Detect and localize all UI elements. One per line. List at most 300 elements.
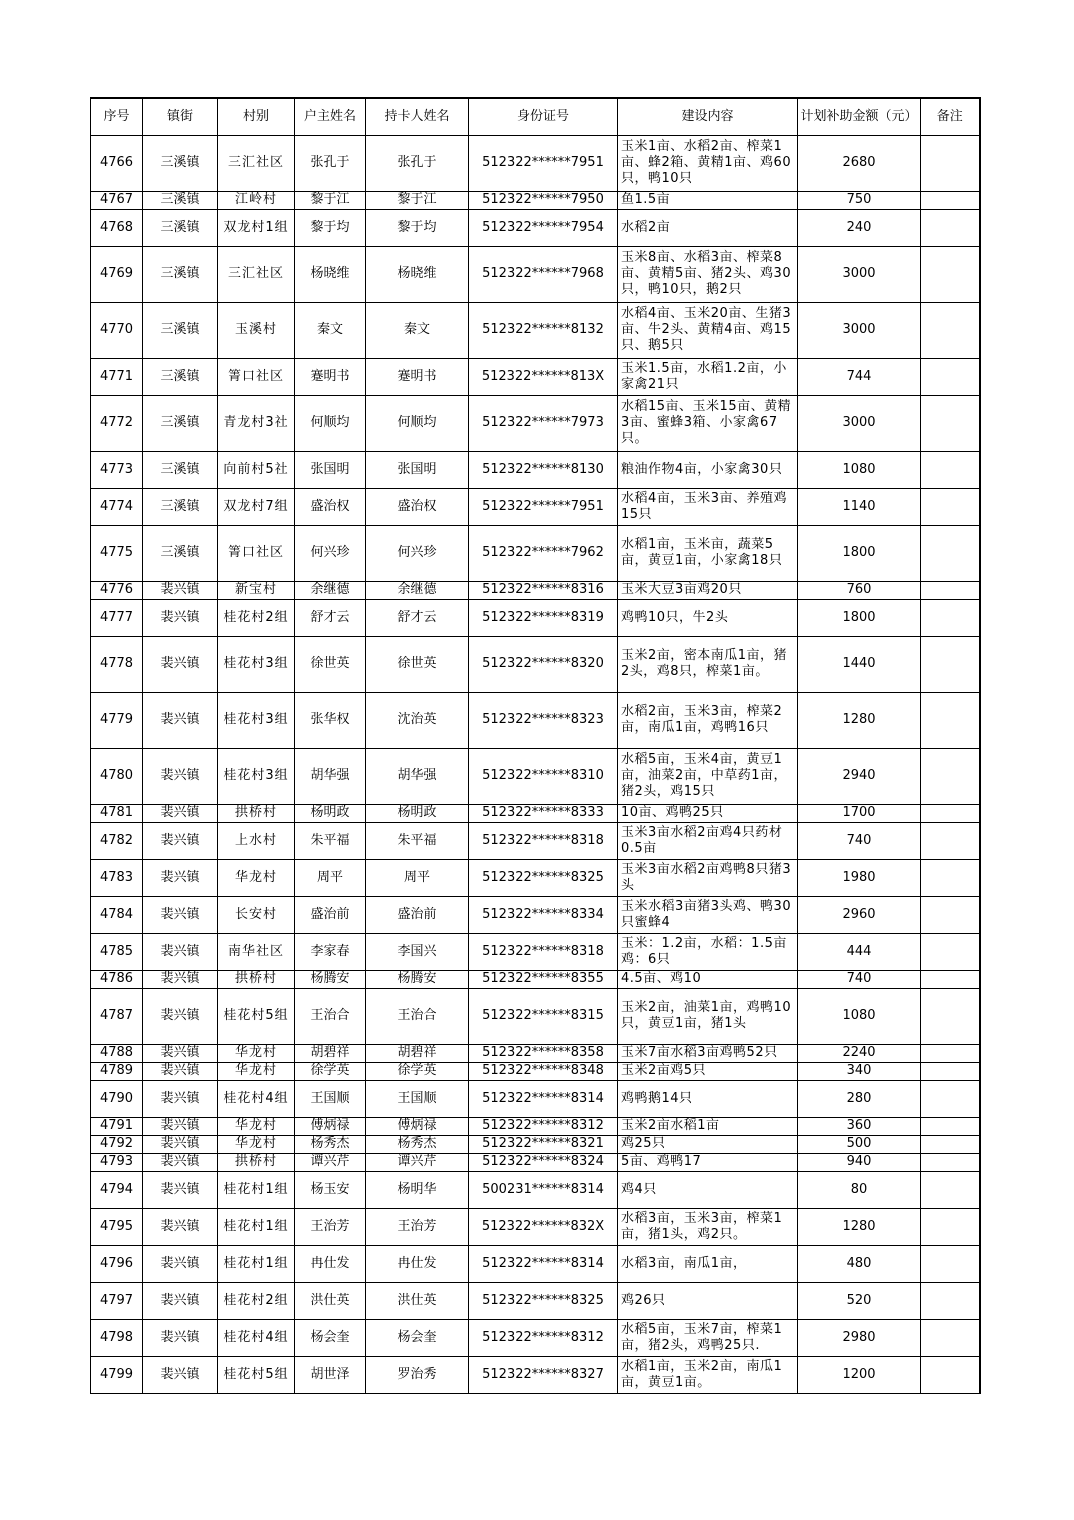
cell-construction-content: 水稻2亩 xyxy=(618,209,798,246)
cell-subsidy-amount: 1700 xyxy=(798,804,921,822)
cell-serial: 4768 xyxy=(91,209,143,246)
cell-id-number: 512322******8312 xyxy=(469,1117,618,1135)
cell-owner-name: 胡华强 xyxy=(295,748,366,804)
cell-id-number: 512322******7954 xyxy=(469,209,618,246)
cell-construction-content: 玉米3亩水稻2亩鸡4只药材0.5亩 xyxy=(618,822,798,859)
cell-remarks xyxy=(921,988,980,1044)
cell-owner-name: 黎于均 xyxy=(295,209,366,246)
cell-cardholder-name: 谭兴芹 xyxy=(366,1153,469,1171)
cell-remarks xyxy=(921,599,980,636)
cell-town: 三溪镇 xyxy=(143,395,218,451)
cell-cardholder-name: 何兴珍 xyxy=(366,525,469,581)
cell-town: 三溪镇 xyxy=(143,135,218,191)
cell-remarks xyxy=(921,1171,980,1208)
table-row xyxy=(91,1319,980,1356)
cell-serial: 4782 xyxy=(91,822,143,859)
cell-village: 桂花村4组 xyxy=(218,1319,295,1356)
cell-subsidy-amount: 240 xyxy=(798,209,921,246)
cell-remarks xyxy=(921,581,980,599)
cell-subsidy-amount: 3000 xyxy=(798,302,921,358)
cell-remarks xyxy=(921,822,980,859)
cell-serial: 4792 xyxy=(91,1135,143,1153)
cell-serial: 4766 xyxy=(91,135,143,191)
cell-owner-name: 徐世英 xyxy=(295,636,366,692)
cell-village: 桂花村2组 xyxy=(218,1282,295,1319)
cell-id-number: 512322******7951 xyxy=(469,488,618,525)
cell-village: 桂花村4组 xyxy=(218,1080,295,1117)
cell-serial: 4781 xyxy=(91,804,143,822)
table-row xyxy=(91,692,980,748)
cell-town: 裴兴镇 xyxy=(143,970,218,988)
cell-remarks xyxy=(921,1153,980,1171)
cell-cardholder-name: 罗治秀 xyxy=(366,1356,469,1393)
cell-owner-name: 周平 xyxy=(295,859,366,896)
cell-town: 裴兴镇 xyxy=(143,896,218,933)
cell-town: 裴兴镇 xyxy=(143,1153,218,1171)
cell-serial: 4777 xyxy=(91,599,143,636)
cell-construction-content: 水稻1亩，玉米2亩，南瓜1亩，黄豆1亩。 xyxy=(618,1356,798,1393)
table-row xyxy=(91,135,980,191)
cell-serial: 4778 xyxy=(91,636,143,692)
header-subsidy-amount: 计划补助金额（元） xyxy=(798,98,921,135)
cell-construction-content: 水稻5亩，玉米4亩，黄豆1亩，油菜2亩，中草药1亩，猪2头，鸡15只 xyxy=(618,748,798,804)
cell-id-number: 512322******832X xyxy=(469,1208,618,1245)
cell-cardholder-name: 沈治英 xyxy=(366,692,469,748)
cell-id-number: 512322******8312 xyxy=(469,1319,618,1356)
cell-town: 裴兴镇 xyxy=(143,1117,218,1135)
cell-serial: 4796 xyxy=(91,1245,143,1282)
cell-cardholder-name: 杨明华 xyxy=(366,1171,469,1208)
cell-owner-name: 李家春 xyxy=(295,933,366,970)
table-row xyxy=(91,970,980,988)
cell-subsidy-amount: 1280 xyxy=(798,692,921,748)
cell-subsidy-amount: 3000 xyxy=(798,395,921,451)
cell-cardholder-name: 蹇明书 xyxy=(366,358,469,395)
cell-village: 三汇社区 xyxy=(218,246,295,302)
cell-cardholder-name: 朱平福 xyxy=(366,822,469,859)
cell-town: 裴兴镇 xyxy=(143,692,218,748)
cell-remarks xyxy=(921,1282,980,1319)
cell-town: 裴兴镇 xyxy=(143,933,218,970)
table-row xyxy=(91,1282,980,1319)
cell-id-number: 512322******8310 xyxy=(469,748,618,804)
cell-town: 裴兴镇 xyxy=(143,581,218,599)
cell-construction-content: 玉米2亩，油菜1亩，鸡鸭10只，黄豆1亩，猪1头 xyxy=(618,988,798,1044)
cell-construction-content: 水稻3亩，玉米3亩，榨菜1亩，猪1头，鸡2只。 xyxy=(618,1208,798,1245)
cell-cardholder-name: 杨腾安 xyxy=(366,970,469,988)
cell-construction-content: 10亩、鸡鸭25只 xyxy=(618,804,798,822)
cell-remarks xyxy=(921,1080,980,1117)
cell-subsidy-amount: 1080 xyxy=(798,988,921,1044)
table-row xyxy=(91,988,980,1044)
cell-remarks xyxy=(921,246,980,302)
table-row xyxy=(91,804,980,822)
cell-town: 三溪镇 xyxy=(143,191,218,209)
cell-remarks xyxy=(921,636,980,692)
cell-construction-content: 水稻4亩、玉米20亩、生猪3亩、牛2头、黄精4亩、鸡15只、鹅5只 xyxy=(618,302,798,358)
cell-village: 桂花村3组 xyxy=(218,636,295,692)
cell-serial: 4775 xyxy=(91,525,143,581)
cell-id-number: 512322******8333 xyxy=(469,804,618,822)
cell-id-number: 512322******8316 xyxy=(469,581,618,599)
cell-owner-name: 王治合 xyxy=(295,988,366,1044)
cell-cardholder-name: 杨晓维 xyxy=(366,246,469,302)
cell-construction-content: 玉米2亩，密本南瓜1亩，猪2头，鸡8只，榨菜1亩。 xyxy=(618,636,798,692)
cell-subsidy-amount: 2980 xyxy=(798,1319,921,1356)
table-row xyxy=(91,488,980,525)
cell-remarks xyxy=(921,859,980,896)
cell-subsidy-amount: 3000 xyxy=(798,246,921,302)
cell-construction-content: 玉米大豆3亩鸡20只 xyxy=(618,581,798,599)
cell-village: 桂花村1组 xyxy=(218,1208,295,1245)
cell-owner-name: 冉仕发 xyxy=(295,1245,366,1282)
cell-subsidy-amount: 1440 xyxy=(798,636,921,692)
cell-owner-name: 张国明 xyxy=(295,451,366,488)
cell-owner-name: 黎于江 xyxy=(295,191,366,209)
cell-serial: 4770 xyxy=(91,302,143,358)
cell-construction-content: 玉米1.5亩，水稻1.2亩，小家禽21只 xyxy=(618,358,798,395)
cell-town: 裴兴镇 xyxy=(143,804,218,822)
table-row xyxy=(91,358,980,395)
table-body xyxy=(91,135,980,1393)
cell-construction-content: 玉米1亩、水稻2亩、榨菜1亩、蜂2箱、黄精1亩、鸡60只，鸭10只 xyxy=(618,135,798,191)
cell-remarks xyxy=(921,1117,980,1135)
cell-owner-name: 杨会奎 xyxy=(295,1319,366,1356)
cell-construction-content: 玉米水稻3亩猪3头鸡、鸭30只蜜蜂4 xyxy=(618,896,798,933)
table-row xyxy=(91,191,980,209)
cell-cardholder-name: 余继德 xyxy=(366,581,469,599)
cell-construction-content: 水稻1亩，玉米亩，蔬菜5亩，黄豆1亩，小家禽18只 xyxy=(618,525,798,581)
cell-serial: 4791 xyxy=(91,1117,143,1135)
cell-construction-content: 水稻15亩、玉米15亩、黄精3亩、蜜蜂3箱、小家禽67只。 xyxy=(618,395,798,451)
cell-remarks xyxy=(921,209,980,246)
cell-construction-content: 玉米2亩鸡5只 xyxy=(618,1062,798,1080)
cell-cardholder-name: 洪仕英 xyxy=(366,1282,469,1319)
cell-id-number: 512322******8315 xyxy=(469,988,618,1044)
cell-cardholder-name: 舒才云 xyxy=(366,599,469,636)
cell-owner-name: 王国顺 xyxy=(295,1080,366,1117)
cell-remarks xyxy=(921,358,980,395)
cell-town: 裴兴镇 xyxy=(143,822,218,859)
cell-remarks xyxy=(921,1135,980,1153)
cell-village: 箐口社区 xyxy=(218,358,295,395)
cell-id-number: 512322******8130 xyxy=(469,451,618,488)
cell-id-number: 512322******8355 xyxy=(469,970,618,988)
cell-cardholder-name: 傅炳禄 xyxy=(366,1117,469,1135)
cell-owner-name: 傅炳禄 xyxy=(295,1117,366,1135)
cell-village: 桂花村3组 xyxy=(218,692,295,748)
table-row xyxy=(91,1062,980,1080)
cell-cardholder-name: 黎于均 xyxy=(366,209,469,246)
cell-subsidy-amount: 760 xyxy=(798,581,921,599)
cell-construction-content: 玉米2亩水稻1亩 xyxy=(618,1117,798,1135)
table-row xyxy=(91,1208,980,1245)
cell-construction-content: 粮油作物4亩，小家禽30只 xyxy=(618,451,798,488)
cell-cardholder-name: 王治合 xyxy=(366,988,469,1044)
table-row xyxy=(91,748,980,804)
cell-serial: 4795 xyxy=(91,1208,143,1245)
table-row xyxy=(91,933,980,970)
cell-cardholder-name: 胡华强 xyxy=(366,748,469,804)
header-village: 村别 xyxy=(218,98,295,135)
cell-subsidy-amount: 1140 xyxy=(798,488,921,525)
table-row xyxy=(91,1080,980,1117)
cell-remarks xyxy=(921,135,980,191)
cell-subsidy-amount: 2960 xyxy=(798,896,921,933)
cell-town: 裴兴镇 xyxy=(143,1044,218,1062)
cell-cardholder-name: 冉仕发 xyxy=(366,1245,469,1282)
cell-subsidy-amount: 1080 xyxy=(798,451,921,488)
cell-construction-content: 4.5亩、鸡10 xyxy=(618,970,798,988)
cell-town: 裴兴镇 xyxy=(143,1208,218,1245)
cell-id-number: 512322******8314 xyxy=(469,1245,618,1282)
cell-serial: 4793 xyxy=(91,1153,143,1171)
cell-serial: 4780 xyxy=(91,748,143,804)
cell-subsidy-amount: 2680 xyxy=(798,135,921,191)
cell-remarks xyxy=(921,804,980,822)
cell-serial: 4779 xyxy=(91,692,143,748)
cell-village: 华龙村 xyxy=(218,859,295,896)
cell-subsidy-amount: 740 xyxy=(798,970,921,988)
cell-serial: 4789 xyxy=(91,1062,143,1080)
cell-cardholder-name: 何顺均 xyxy=(366,395,469,451)
cell-owner-name: 王治芳 xyxy=(295,1208,366,1245)
cell-serial: 4769 xyxy=(91,246,143,302)
cell-remarks xyxy=(921,1319,980,1356)
subsidy-table-sheet xyxy=(90,97,981,1394)
cell-id-number: 512322******7968 xyxy=(469,246,618,302)
table-row xyxy=(91,1171,980,1208)
cell-cardholder-name: 李国兴 xyxy=(366,933,469,970)
cell-town: 裴兴镇 xyxy=(143,1282,218,1319)
cell-town: 三溪镇 xyxy=(143,451,218,488)
cell-remarks xyxy=(921,302,980,358)
cell-town: 裴兴镇 xyxy=(143,1135,218,1153)
cell-id-number: 512322******8348 xyxy=(469,1062,618,1080)
cell-serial: 4774 xyxy=(91,488,143,525)
cell-subsidy-amount: 80 xyxy=(798,1171,921,1208)
cell-town: 三溪镇 xyxy=(143,209,218,246)
cell-id-number: 500231******8314 xyxy=(469,1171,618,1208)
cell-remarks xyxy=(921,1245,980,1282)
table-header-row xyxy=(91,98,980,135)
table-row xyxy=(91,525,980,581)
cell-subsidy-amount: 744 xyxy=(798,358,921,395)
cell-village: 华龙村 xyxy=(218,1135,295,1153)
cell-town: 裴兴镇 xyxy=(143,1245,218,1282)
cell-subsidy-amount: 1800 xyxy=(798,525,921,581)
cell-subsidy-amount: 500 xyxy=(798,1135,921,1153)
cell-subsidy-amount: 940 xyxy=(798,1153,921,1171)
header-cardholder-name: 持卡人姓名 xyxy=(366,98,469,135)
cell-village: 长安村 xyxy=(218,896,295,933)
cell-village: 上水村 xyxy=(218,822,295,859)
cell-village: 桂花村1组 xyxy=(218,1245,295,1282)
cell-construction-content: 玉米8亩、水稻3亩、榨菜8亩、黄精5亩、猪2头、鸡30只，鸭10只，鹅2只 xyxy=(618,246,798,302)
cell-id-number: 512322******8358 xyxy=(469,1044,618,1062)
cell-cardholder-name: 王国顺 xyxy=(366,1080,469,1117)
cell-serial: 4797 xyxy=(91,1282,143,1319)
cell-id-number: 512322******8319 xyxy=(469,599,618,636)
cell-remarks xyxy=(921,395,980,451)
cell-remarks xyxy=(921,191,980,209)
cell-construction-content: 玉米3亩水稻2亩鸡鸭8只猪3头 xyxy=(618,859,798,896)
table-row xyxy=(91,1356,980,1393)
cell-village: 新宝村 xyxy=(218,581,295,599)
cell-town: 裴兴镇 xyxy=(143,1080,218,1117)
table-row xyxy=(91,451,980,488)
cell-owner-name: 徐学英 xyxy=(295,1062,366,1080)
cell-id-number: 512322******8324 xyxy=(469,1153,618,1171)
cell-village: 华龙村 xyxy=(218,1062,295,1080)
cell-owner-name: 杨腾安 xyxy=(295,970,366,988)
cell-cardholder-name: 盛治前 xyxy=(366,896,469,933)
cell-construction-content: 玉米：1.2亩，水稻：1.5亩鸡：6只 xyxy=(618,933,798,970)
cell-owner-name: 盛治前 xyxy=(295,896,366,933)
cell-id-number: 512322******8318 xyxy=(469,822,618,859)
cell-construction-content: 水稻2亩，玉米3亩，榨菜2亩，南瓜1亩，鸡鸭16只 xyxy=(618,692,798,748)
cell-owner-name: 谭兴芹 xyxy=(295,1153,366,1171)
header-id-number: 身份证号 xyxy=(469,98,618,135)
cell-cardholder-name: 周平 xyxy=(366,859,469,896)
cell-remarks xyxy=(921,970,980,988)
table-row xyxy=(91,1117,980,1135)
cell-serial: 4771 xyxy=(91,358,143,395)
cell-owner-name: 余继德 xyxy=(295,581,366,599)
cell-remarks xyxy=(921,933,980,970)
cell-cardholder-name: 杨秀杰 xyxy=(366,1135,469,1153)
cell-subsidy-amount: 1200 xyxy=(798,1356,921,1393)
cell-town: 三溪镇 xyxy=(143,358,218,395)
cell-village: 桂花村5组 xyxy=(218,1356,295,1393)
cell-village: 桂花村3组 xyxy=(218,748,295,804)
cell-village: 桂花村2组 xyxy=(218,599,295,636)
cell-owner-name: 杨明政 xyxy=(295,804,366,822)
cell-serial: 4784 xyxy=(91,896,143,933)
header-serial: 序号 xyxy=(91,98,143,135)
cell-id-number: 512322******8325 xyxy=(469,1282,618,1319)
cell-serial: 4773 xyxy=(91,451,143,488)
cell-id-number: 512322******8318 xyxy=(469,933,618,970)
cell-remarks xyxy=(921,451,980,488)
cell-id-number: 512322******8334 xyxy=(469,896,618,933)
cell-id-number: 512322******8314 xyxy=(469,1080,618,1117)
cell-construction-content: 鸡鸭10只，牛2头 xyxy=(618,599,798,636)
table-row xyxy=(91,581,980,599)
cell-subsidy-amount: 2240 xyxy=(798,1044,921,1062)
table-row xyxy=(91,636,980,692)
cell-subsidy-amount: 1280 xyxy=(798,1208,921,1245)
cell-subsidy-amount: 340 xyxy=(798,1062,921,1080)
cell-cardholder-name: 秦文 xyxy=(366,302,469,358)
cell-village: 江岭村 xyxy=(218,191,295,209)
cell-id-number: 512322******8132 xyxy=(469,302,618,358)
cell-cardholder-name: 王治芳 xyxy=(366,1208,469,1245)
header-construction-content: 建设内容 xyxy=(618,98,798,135)
cell-town: 三溪镇 xyxy=(143,525,218,581)
cell-town: 裴兴镇 xyxy=(143,1171,218,1208)
cell-village: 华龙村 xyxy=(218,1044,295,1062)
cell-serial: 4790 xyxy=(91,1080,143,1117)
cell-subsidy-amount: 750 xyxy=(798,191,921,209)
cell-remarks xyxy=(921,488,980,525)
cell-owner-name: 张华权 xyxy=(295,692,366,748)
cell-village: 双龙村1组 xyxy=(218,209,295,246)
cell-cardholder-name: 杨会奎 xyxy=(366,1319,469,1356)
cell-construction-content: 水稻4亩，玉米3亩、养殖鸡15只 xyxy=(618,488,798,525)
cell-village: 双龙村7组 xyxy=(218,488,295,525)
cell-id-number: 512322******7962 xyxy=(469,525,618,581)
cell-town: 三溪镇 xyxy=(143,246,218,302)
cell-town: 裴兴镇 xyxy=(143,859,218,896)
cell-cardholder-name: 徐世英 xyxy=(366,636,469,692)
cell-owner-name: 朱平福 xyxy=(295,822,366,859)
cell-id-number: 512322******8321 xyxy=(469,1135,618,1153)
header-remarks: 备注 xyxy=(921,98,980,135)
cell-owner-name: 舒才云 xyxy=(295,599,366,636)
cell-town: 裴兴镇 xyxy=(143,599,218,636)
cell-construction-content: 鸡鸭鹅14只 xyxy=(618,1080,798,1117)
cell-serial: 4798 xyxy=(91,1319,143,1356)
cell-remarks xyxy=(921,1356,980,1393)
table-row xyxy=(91,599,980,636)
cell-serial: 4767 xyxy=(91,191,143,209)
cell-village: 桂花村1组 xyxy=(218,1171,295,1208)
cell-remarks xyxy=(921,525,980,581)
cell-owner-name: 洪仕英 xyxy=(295,1282,366,1319)
cell-subsidy-amount: 444 xyxy=(798,933,921,970)
cell-id-number: 512322******7973 xyxy=(469,395,618,451)
cell-village: 拱桥村 xyxy=(218,970,295,988)
cell-village: 拱桥村 xyxy=(218,1153,295,1171)
cell-serial: 4787 xyxy=(91,988,143,1044)
cell-village: 箐口社区 xyxy=(218,525,295,581)
cell-id-number: 512322******7951 xyxy=(469,135,618,191)
cell-village: 桂花村5组 xyxy=(218,988,295,1044)
cell-cardholder-name: 黎于江 xyxy=(366,191,469,209)
cell-subsidy-amount: 520 xyxy=(798,1282,921,1319)
cell-construction-content: 鸡4只 xyxy=(618,1171,798,1208)
cell-subsidy-amount: 1980 xyxy=(798,859,921,896)
cell-serial: 4794 xyxy=(91,1171,143,1208)
table-row xyxy=(91,1044,980,1062)
cell-subsidy-amount: 1800 xyxy=(798,599,921,636)
table-row xyxy=(91,859,980,896)
cell-village: 华龙村 xyxy=(218,1117,295,1135)
cell-town: 三溪镇 xyxy=(143,488,218,525)
cell-remarks xyxy=(921,1044,980,1062)
cell-serial: 4783 xyxy=(91,859,143,896)
cell-construction-content: 鸡25只 xyxy=(618,1135,798,1153)
cell-owner-name: 杨玉安 xyxy=(295,1171,366,1208)
cell-cardholder-name: 胡碧祥 xyxy=(366,1044,469,1062)
cell-construction-content: 水稻5亩，玉米7亩，榨菜1亩，猪2头，鸡鸭25只. xyxy=(618,1319,798,1356)
cell-subsidy-amount: 740 xyxy=(798,822,921,859)
cell-subsidy-amount: 280 xyxy=(798,1080,921,1117)
cell-id-number: 512322******813X xyxy=(469,358,618,395)
table-row xyxy=(91,1135,980,1153)
cell-cardholder-name: 盛治权 xyxy=(366,488,469,525)
cell-village: 向前村5社 xyxy=(218,451,295,488)
cell-subsidy-amount: 2940 xyxy=(798,748,921,804)
cell-village: 三汇社区 xyxy=(218,135,295,191)
cell-owner-name: 盛治权 xyxy=(295,488,366,525)
cell-town: 裴兴镇 xyxy=(143,636,218,692)
cell-construction-content: 鱼1.5亩 xyxy=(618,191,798,209)
cell-construction-content: 5亩、鸡鸭17 xyxy=(618,1153,798,1171)
cell-construction-content: 玉米7亩水稻3亩鸡鸭52只 xyxy=(618,1044,798,1062)
header-owner-name: 户主姓名 xyxy=(295,98,366,135)
